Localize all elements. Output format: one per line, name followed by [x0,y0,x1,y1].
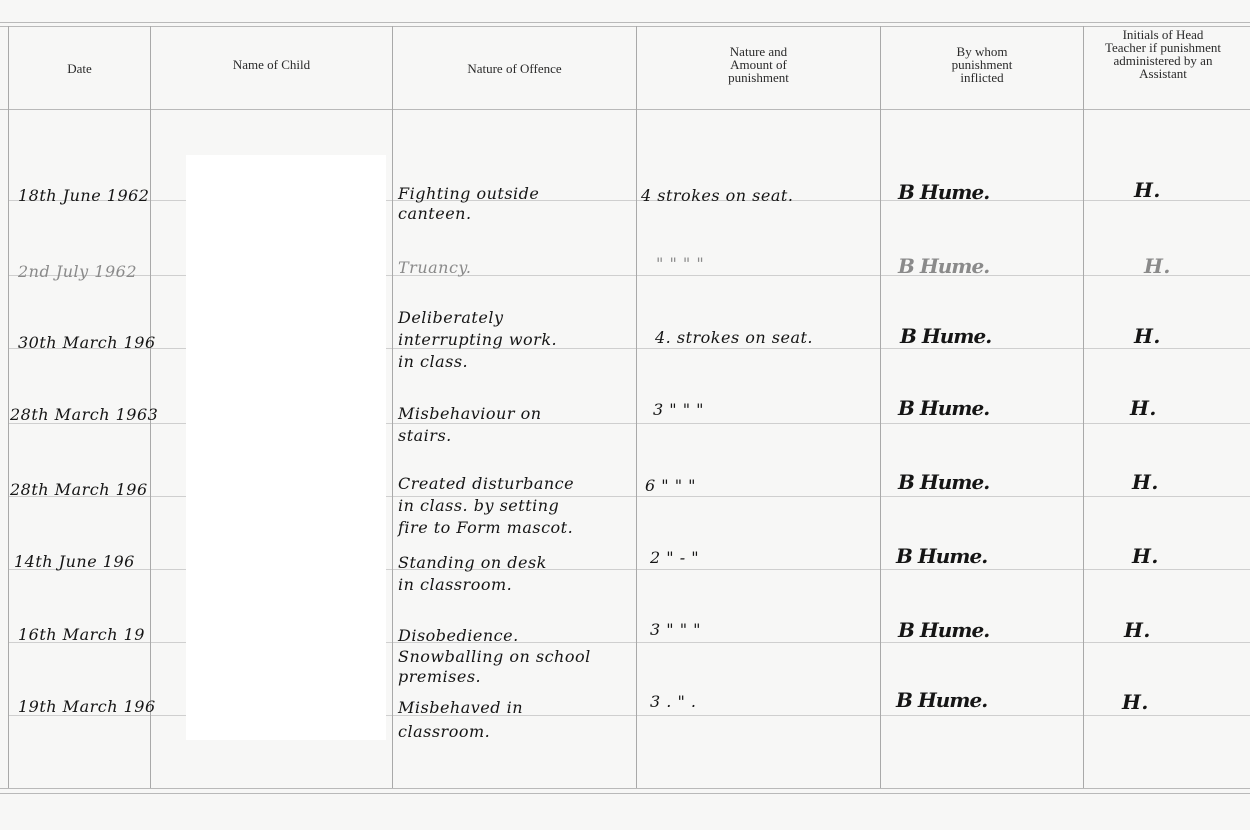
column-divider [880,26,881,788]
row-signature: B Hume. [896,544,988,568]
row-date: 28th March 196 [10,480,148,499]
row-offence: Fighting outside [398,184,540,203]
header-name-of-child: Name of Child [232,56,311,72]
row-offence: Disobedience. [398,626,519,645]
column-divider [392,26,393,788]
row-punishment: 4 strokes on seat. [641,186,794,205]
row-punishment: 3 . " . [650,692,697,711]
header-nature-of-offence: Nature of Offence [467,60,562,76]
row-date: 19th March 196 [18,697,156,716]
row-punishment: 6 " " " [645,476,697,495]
row-initials: H. [1130,396,1157,420]
row-initials: H. [1122,690,1149,714]
header-punishment: Nature and Amount of punishment [728,43,789,85]
row-offence: Misbehaviour on [398,404,542,423]
column-divider [8,26,9,788]
row-offence: classroom. [398,722,491,741]
row-offence: interrupting work. [398,330,558,349]
row-signature: B Hume. [898,618,990,642]
row-offence: Created disturbance [398,474,575,493]
row-initials: H. [1132,544,1159,568]
row-initials: H. [1132,470,1159,494]
bottom-border-outer [0,793,1250,794]
column-divider [1083,26,1084,788]
row-offence: in class. [398,352,469,371]
row-offence: Deliberately [398,308,504,327]
row-offence: stairs. [398,426,452,445]
bottom-border [0,788,1250,789]
redacted-names-area [186,155,386,740]
row-offence: canteen. [398,204,472,223]
row-punishment: 3 " " " [653,400,705,419]
row-offence: Misbehaved in [398,698,524,717]
row-date: 28th March 1963 [10,405,159,424]
row-offence: in classroom. [398,575,513,594]
row-offence: Standing on desk [398,553,547,572]
row-date: 30th March 196 [18,333,156,352]
row-signature: B Hume. [900,324,992,348]
row-date: 18th June 1962 [18,186,150,205]
row-punishment: 4. strokes on seat. [655,328,813,347]
row-signature: B Hume. [898,180,990,204]
header-date: Date [67,60,92,76]
column-divider [636,26,637,788]
row-initials: H. [1134,178,1161,202]
row-punishment: 3 " " " [650,620,702,639]
row-initials: H. [1134,324,1161,348]
row-offence: premises. [398,667,482,686]
row-offence: Snowballing on school [398,647,591,666]
header-initials: Initials of Head Teacher if punishment administered by an Assistant [1104,27,1222,81]
row-signature: B Hume. [898,470,990,494]
row-initials: H. [1144,254,1171,278]
row-signature: B Hume. [898,396,990,420]
header-by-whom: By whom punishment inflicted [951,43,1013,85]
row-offence: in class. by setting [398,496,560,515]
row-punishment: 2 " - " [650,548,700,567]
row-date: 16th March 19 [18,625,145,644]
row-initials: H. [1124,618,1151,642]
row-offence: fire to Form mascot. [398,518,574,537]
row-signature: B Hume. [896,688,988,712]
row-signature: B Hume. [898,254,990,278]
row-date: 2nd July 1962 [18,262,137,281]
row-offence: Truancy. [398,258,472,277]
row-date: 14th June 196 [14,552,135,571]
row-punishment: " " " " [656,254,705,273]
